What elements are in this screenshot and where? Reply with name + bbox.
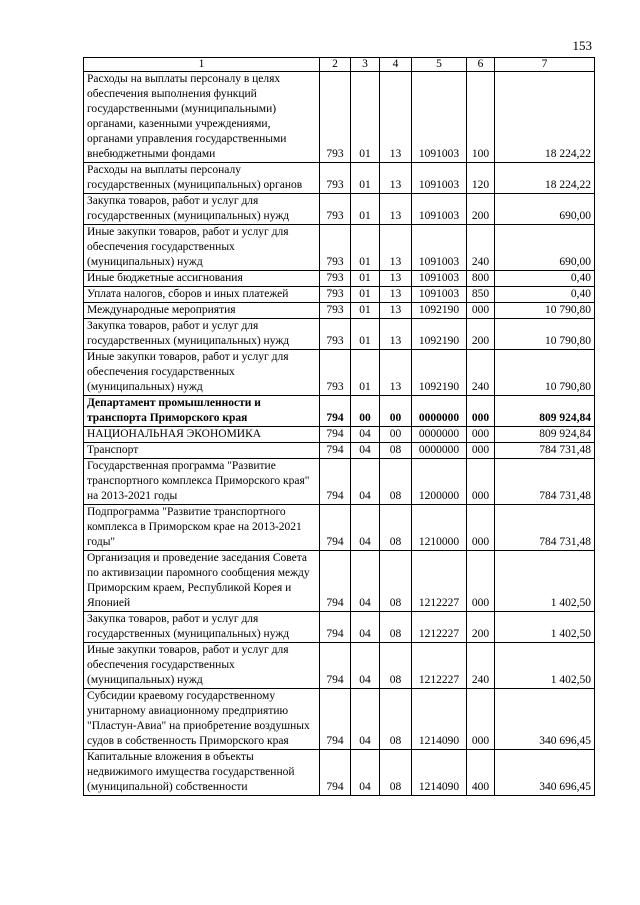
row-amount: 809 924,84 bbox=[495, 396, 595, 427]
row-name: Расходы на выплаты персоналу государственных (муниципальных) органов bbox=[84, 163, 320, 194]
row-subsection: 13 bbox=[380, 271, 412, 287]
row-name: Уплата налогов, сборов и иных платежей bbox=[84, 287, 320, 303]
column-header: 1 bbox=[84, 58, 320, 72]
row-amount: 809 924,84 bbox=[495, 427, 595, 443]
row-target-item: 1212227 bbox=[412, 551, 467, 612]
row-subsection: 08 bbox=[380, 505, 412, 551]
table-row bbox=[84, 350, 595, 396]
table-row bbox=[84, 443, 595, 459]
row-subsection: 08 bbox=[380, 689, 412, 750]
row-subsection: 13 bbox=[380, 303, 412, 319]
row-name: Департамент промышленности и транспорта Приморского края bbox=[84, 396, 320, 427]
row-expense-type: 800 bbox=[467, 271, 495, 287]
row-expense-type: 000 bbox=[467, 427, 495, 443]
row-admin-code: 793 bbox=[320, 163, 351, 194]
row-subsection: 00 bbox=[380, 396, 412, 427]
column-header: 7 bbox=[495, 58, 595, 72]
row-section: 04 bbox=[351, 612, 380, 643]
row-amount: 18 224,22 bbox=[495, 72, 595, 163]
row-subsection: 13 bbox=[380, 319, 412, 350]
row-section: 01 bbox=[351, 319, 380, 350]
row-target-item: 1091003 bbox=[412, 271, 467, 287]
row-section: 01 bbox=[351, 287, 380, 303]
row-subsection: 08 bbox=[380, 551, 412, 612]
row-section: 00 bbox=[351, 396, 380, 427]
table-row bbox=[84, 396, 595, 427]
row-expense-type: 000 bbox=[467, 689, 495, 750]
row-target-item: 0000000 bbox=[412, 443, 467, 459]
row-expense-type: 240 bbox=[467, 350, 495, 396]
row-name: Иные закупки товаров, работ и услуг для обеспечения государственных (муниципальных) нужд bbox=[84, 225, 320, 271]
table-row bbox=[84, 551, 595, 612]
row-subsection: 08 bbox=[380, 443, 412, 459]
row-target-item: 1212227 bbox=[412, 612, 467, 643]
row-admin-code: 793 bbox=[320, 303, 351, 319]
row-admin-code: 793 bbox=[320, 287, 351, 303]
row-name: НАЦИОНАЛЬНАЯ ЭКОНОМИКА bbox=[84, 427, 320, 443]
table-row bbox=[84, 427, 595, 443]
row-expense-type: 000 bbox=[467, 443, 495, 459]
row-subsection: 13 bbox=[380, 72, 412, 163]
row-name: Субсидии краевому государственному унитарному авиационному предприятию "Пластун-Авиа" на приобретение воздушных судов в собственность Приморского края bbox=[84, 689, 320, 750]
table-row bbox=[84, 194, 595, 225]
budget-table bbox=[83, 57, 595, 796]
row-name: Государственная программа "Развитие транспортного комплекса Приморского края" на 2013-2021 годы bbox=[84, 459, 320, 505]
row-section: 04 bbox=[351, 551, 380, 612]
row-amount: 784 731,48 bbox=[495, 459, 595, 505]
row-amount: 0,40 bbox=[495, 271, 595, 287]
row-admin-code: 794 bbox=[320, 505, 351, 551]
row-admin-code: 793 bbox=[320, 271, 351, 287]
row-amount: 0,40 bbox=[495, 287, 595, 303]
column-header: 6 bbox=[467, 58, 495, 72]
row-amount: 10 790,80 bbox=[495, 319, 595, 350]
row-name: Организация и проведение заседания Совета по активизации паромного сообщения между Приморским краем, Республикой Корея и Японией bbox=[84, 551, 320, 612]
table-row bbox=[84, 287, 595, 303]
row-target-item: 0000000 bbox=[412, 396, 467, 427]
row-expense-type: 000 bbox=[467, 505, 495, 551]
row-amount: 690,00 bbox=[495, 225, 595, 271]
row-admin-code: 794 bbox=[320, 612, 351, 643]
row-name: Иные закупки товаров, работ и услуг для обеспечения государственных (муниципальных) нужд bbox=[84, 350, 320, 396]
table-row bbox=[84, 750, 595, 796]
row-amount: 18 224,22 bbox=[495, 163, 595, 194]
table-row bbox=[84, 72, 595, 163]
row-section: 04 bbox=[351, 505, 380, 551]
row-target-item: 1200000 bbox=[412, 459, 467, 505]
row-subsection: 13 bbox=[380, 194, 412, 225]
row-target-item: 0000000 bbox=[412, 427, 467, 443]
row-target-item: 1092190 bbox=[412, 303, 467, 319]
row-admin-code: 793 bbox=[320, 194, 351, 225]
row-admin-code: 794 bbox=[320, 427, 351, 443]
row-admin-code: 794 bbox=[320, 443, 351, 459]
row-target-item: 1214090 bbox=[412, 689, 467, 750]
header-row bbox=[84, 58, 595, 72]
row-section: 04 bbox=[351, 443, 380, 459]
row-subsection: 13 bbox=[380, 287, 412, 303]
row-expense-type: 100 bbox=[467, 72, 495, 163]
row-amount: 784 731,48 bbox=[495, 505, 595, 551]
row-admin-code: 794 bbox=[320, 689, 351, 750]
row-target-item: 1091003 bbox=[412, 163, 467, 194]
row-expense-type: 400 bbox=[467, 750, 495, 796]
row-admin-code: 794 bbox=[320, 459, 351, 505]
row-amount: 784 731,48 bbox=[495, 443, 595, 459]
row-amount: 340 696,45 bbox=[495, 750, 595, 796]
row-name: Международные мероприятия bbox=[84, 303, 320, 319]
row-name: Подпрограмма "Развитие транспортного комплекса в Приморском крае на 2013-2021 годы" bbox=[84, 505, 320, 551]
row-amount: 690,00 bbox=[495, 194, 595, 225]
row-target-item: 1210000 bbox=[412, 505, 467, 551]
table-body bbox=[84, 72, 595, 796]
row-name: Транспорт bbox=[84, 443, 320, 459]
row-section: 01 bbox=[351, 271, 380, 287]
row-section: 04 bbox=[351, 689, 380, 750]
row-amount: 1 402,50 bbox=[495, 643, 595, 689]
row-subsection: 13 bbox=[380, 350, 412, 396]
row-expense-type: 200 bbox=[467, 612, 495, 643]
row-section: 04 bbox=[351, 750, 380, 796]
row-expense-type: 850 bbox=[467, 287, 495, 303]
row-section: 01 bbox=[351, 225, 380, 271]
row-name: Закупка товаров, работ и услуг для государственных (муниципальных) нужд bbox=[84, 194, 320, 225]
row-subsection: 08 bbox=[380, 612, 412, 643]
row-name: Иные закупки товаров, работ и услуг для обеспечения государственных (муниципальных) нужд bbox=[84, 643, 320, 689]
row-subsection: 08 bbox=[380, 750, 412, 796]
row-amount: 1 402,50 bbox=[495, 551, 595, 612]
row-admin-code: 793 bbox=[320, 350, 351, 396]
row-subsection: 08 bbox=[380, 459, 412, 505]
page-number: 153 bbox=[572, 38, 592, 53]
table-row bbox=[84, 163, 595, 194]
table-row bbox=[84, 225, 595, 271]
row-admin-code: 794 bbox=[320, 396, 351, 427]
table-row bbox=[84, 643, 595, 689]
table-row bbox=[84, 271, 595, 287]
row-expense-type: 000 bbox=[467, 303, 495, 319]
row-name: Закупка товаров, работ и услуг для государственных (муниципальных) нужд bbox=[84, 319, 320, 350]
row-admin-code: 793 bbox=[320, 319, 351, 350]
row-name: Расходы на выплаты персоналу в целях обеспечения выполнения функций государственными (муниципальными) органами, казенными учреждениями, органами управления государственными внебюджетными фондами bbox=[84, 72, 320, 163]
row-admin-code: 793 bbox=[320, 72, 351, 163]
row-admin-code: 794 bbox=[320, 750, 351, 796]
row-section: 01 bbox=[351, 303, 380, 319]
row-expense-type: 240 bbox=[467, 643, 495, 689]
row-subsection: 00 bbox=[380, 427, 412, 443]
row-target-item: 1092190 bbox=[412, 319, 467, 350]
row-amount: 1 402,50 bbox=[495, 612, 595, 643]
row-name: Капитальные вложения в объекты недвижимого имущества государственной (муниципальной) собственности bbox=[84, 750, 320, 796]
row-expense-type: 000 bbox=[467, 551, 495, 612]
row-target-item: 1091003 bbox=[412, 287, 467, 303]
row-subsection: 13 bbox=[380, 163, 412, 194]
row-expense-type: 200 bbox=[467, 194, 495, 225]
row-section: 01 bbox=[351, 72, 380, 163]
row-section: 04 bbox=[351, 427, 380, 443]
row-admin-code: 794 bbox=[320, 643, 351, 689]
row-expense-type: 000 bbox=[467, 459, 495, 505]
row-name: Иные бюджетные ассигнования bbox=[84, 271, 320, 287]
row-section: 01 bbox=[351, 350, 380, 396]
row-section: 01 bbox=[351, 163, 380, 194]
column-header: 2 bbox=[320, 58, 351, 72]
row-section: 04 bbox=[351, 643, 380, 689]
table-row bbox=[84, 319, 595, 350]
row-target-item: 1212227 bbox=[412, 643, 467, 689]
row-target-item: 1091003 bbox=[412, 194, 467, 225]
table-row bbox=[84, 689, 595, 750]
column-header: 5 bbox=[412, 58, 467, 72]
row-target-item: 1091003 bbox=[412, 225, 467, 271]
row-expense-type: 240 bbox=[467, 225, 495, 271]
row-expense-type: 120 bbox=[467, 163, 495, 194]
row-admin-code: 794 bbox=[320, 551, 351, 612]
row-section: 01 bbox=[351, 194, 380, 225]
row-target-item: 1091003 bbox=[412, 72, 467, 163]
row-target-item: 1214090 bbox=[412, 750, 467, 796]
row-amount: 340 696,45 bbox=[495, 689, 595, 750]
row-target-item: 1092190 bbox=[412, 350, 467, 396]
column-header: 4 bbox=[380, 58, 412, 72]
table-row bbox=[84, 303, 595, 319]
row-section: 04 bbox=[351, 459, 380, 505]
row-amount: 10 790,80 bbox=[495, 303, 595, 319]
row-subsection: 13 bbox=[380, 225, 412, 271]
table-row bbox=[84, 505, 595, 551]
row-expense-type: 200 bbox=[467, 319, 495, 350]
row-expense-type: 000 bbox=[467, 396, 495, 427]
row-name: Закупка товаров, работ и услуг для государственных (муниципальных) нужд bbox=[84, 612, 320, 643]
table-row bbox=[84, 459, 595, 505]
row-admin-code: 793 bbox=[320, 225, 351, 271]
row-subsection: 08 bbox=[380, 643, 412, 689]
row-amount: 10 790,80 bbox=[495, 350, 595, 396]
table-row bbox=[84, 612, 595, 643]
column-header: 3 bbox=[351, 58, 380, 72]
